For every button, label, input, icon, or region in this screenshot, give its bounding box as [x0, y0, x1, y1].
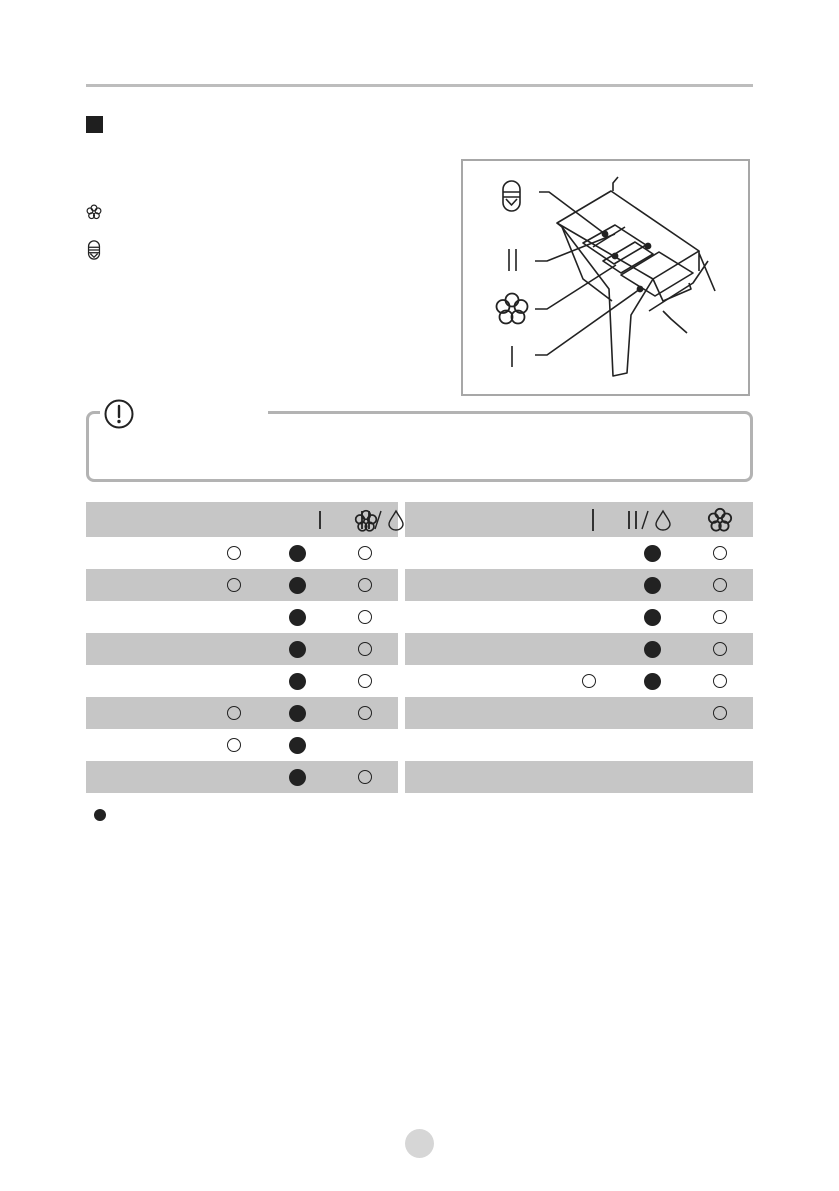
optional-dot-icon — [227, 706, 241, 720]
required-dot-icon — [289, 577, 306, 594]
table-cell — [642, 729, 662, 761]
table-cell — [642, 665, 662, 697]
optional-dot-icon — [713, 546, 727, 560]
prewash-mark — [585, 502, 601, 537]
diagram-flower-icon — [497, 294, 528, 324]
table-header-right — [405, 502, 753, 537]
table-cell — [579, 697, 599, 729]
table-cell — [710, 537, 730, 569]
drawer-illustration — [463, 161, 748, 394]
optional-dot-icon — [713, 610, 727, 624]
table-cell — [710, 697, 730, 729]
table-cell — [287, 697, 307, 729]
optional-dot-icon — [358, 642, 372, 656]
required-dot-icon — [644, 577, 661, 594]
softener-header-flower-icon — [354, 509, 378, 533]
table-cell — [579, 729, 599, 761]
required-dot-icon — [644, 641, 661, 658]
table-cell — [355, 761, 375, 793]
table-cell — [287, 729, 307, 761]
table-cell — [224, 697, 244, 729]
table-cell — [355, 729, 375, 761]
required-dot-icon — [644, 673, 661, 690]
table-cell — [710, 729, 730, 761]
footnote-bullet-icon — [94, 809, 106, 821]
table-cell — [710, 633, 730, 665]
table-row — [405, 665, 753, 697]
table-cell — [224, 729, 244, 761]
table-cell — [224, 761, 244, 793]
optional-dot-icon — [358, 546, 372, 560]
capsule-icon — [86, 240, 102, 260]
required-dot-icon — [289, 609, 306, 626]
page-number-badge — [405, 1129, 434, 1158]
table-cell — [642, 633, 662, 665]
required-dot-icon — [644, 609, 661, 626]
table-cell — [224, 665, 244, 697]
prewash-mark — [312, 502, 328, 537]
required-dot-icon — [289, 737, 306, 754]
section-marker-icon — [86, 116, 103, 133]
table-cell — [355, 697, 375, 729]
table-row — [405, 697, 753, 729]
required-dot-icon — [289, 641, 306, 658]
table-cell — [710, 601, 730, 633]
optional-dot-icon — [713, 706, 727, 720]
table-cell — [642, 569, 662, 601]
optional-dot-icon — [227, 546, 241, 560]
table-cell — [287, 665, 307, 697]
required-dot-icon — [644, 545, 661, 562]
table-row — [405, 633, 753, 665]
table-row — [86, 569, 398, 601]
table-row — [86, 537, 398, 569]
optional-dot-icon — [713, 674, 727, 688]
table-cell — [224, 601, 244, 633]
drop-icon — [625, 508, 677, 532]
table-cell — [355, 665, 375, 697]
table-row — [86, 761, 398, 793]
table-cell — [287, 761, 307, 793]
table-row — [405, 537, 753, 569]
table-cell — [710, 665, 730, 697]
optional-dot-icon — [713, 578, 727, 592]
softener-header-flower-icon — [707, 507, 733, 533]
optional-dot-icon — [358, 706, 372, 720]
table-cell — [579, 601, 599, 633]
drawer-diagram — [461, 159, 750, 396]
table-cell — [355, 537, 375, 569]
table-cell — [287, 569, 307, 601]
optional-dot-icon — [358, 610, 372, 624]
table-cell — [287, 537, 307, 569]
table-row — [86, 697, 398, 729]
table-cell — [642, 697, 662, 729]
table-cell — [224, 569, 244, 601]
table-row — [86, 633, 398, 665]
flower-icon — [86, 202, 102, 222]
required-dot-icon — [289, 705, 306, 722]
optional-dot-icon — [358, 578, 372, 592]
table-cell — [287, 601, 307, 633]
diagram-capsule-icon — [503, 181, 520, 211]
table-cell — [287, 633, 307, 665]
table-row — [86, 601, 398, 633]
main-wash-mark — [625, 502, 677, 537]
table-cell — [642, 761, 662, 793]
table-row — [86, 665, 398, 697]
program-table-left — [86, 502, 398, 793]
exclamation-circle-icon — [103, 398, 135, 430]
table-cell — [355, 633, 375, 665]
required-dot-icon — [289, 673, 306, 690]
program-table-right — [405, 502, 753, 793]
optional-dot-icon — [227, 578, 241, 592]
table-cell — [224, 633, 244, 665]
table-cell — [224, 537, 244, 569]
table-header-left — [86, 502, 398, 537]
table-row — [405, 569, 753, 601]
table-row — [405, 601, 753, 633]
table-row — [86, 729, 398, 761]
table-cell — [710, 761, 730, 793]
table-cell — [355, 569, 375, 601]
optional-dot-icon — [227, 738, 241, 752]
required-dot-icon — [289, 545, 306, 562]
optional-dot-icon — [358, 674, 372, 688]
optional-dot-icon — [358, 770, 372, 784]
optional-dot-icon — [713, 642, 727, 656]
table-cell — [642, 537, 662, 569]
table-cell — [579, 537, 599, 569]
table-cell — [642, 601, 662, 633]
table-row — [405, 761, 753, 793]
table-cell — [579, 633, 599, 665]
top-rule — [86, 84, 753, 87]
table-cell — [579, 665, 599, 697]
table-cell — [579, 569, 599, 601]
notice-box — [86, 411, 753, 482]
required-dot-icon — [289, 769, 306, 786]
table-cell — [355, 601, 375, 633]
table-cell — [579, 761, 599, 793]
optional-dot-icon — [582, 674, 596, 688]
table-cell — [710, 569, 730, 601]
table-row — [405, 729, 753, 761]
